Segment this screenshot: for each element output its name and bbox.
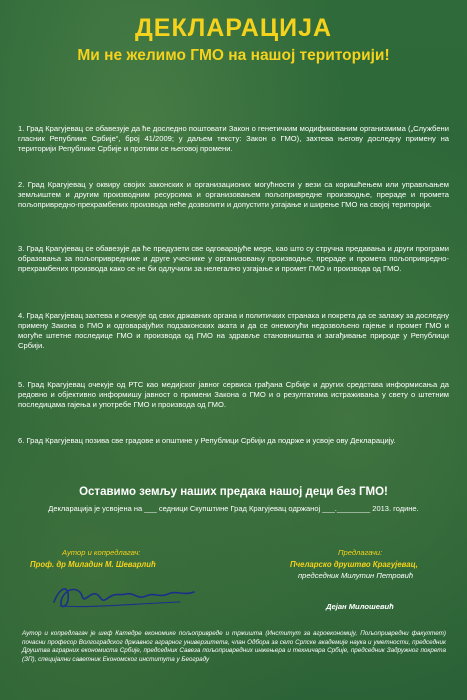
paragraph-6: 6. Град Крагујевац позива све градове и општине у Републици Србији да подрже и усвоје ову Декларацију. (18, 436, 396, 445)
paragraph-2: 2. Град Крагујевац у оквиру својих законских и организационих могућности у вези са коришћењем или управљањем земљиштем и другим производним ресурсима и организовањем пољопривредне производње, прераде и промета пољопривредно-прехрамбених производа неће дозволити и допустити узгајање и ширење ГМО на својој територији. (18, 180, 449, 209)
proposers-label: Предлагачи: (338, 548, 383, 557)
paragraph-5: 5. Град Крагујевац очекује од РТС као медијског јавног сервиса грађана Србије и других средстава информисања да редовно и објективно информишу јавност о примени Закона о ГМО и о резултатима истраживања у свету о штетним последицама гајења и употребе ГМО и производа од ГМО. (18, 380, 449, 409)
author-bio: Аутор и копредлагач је шеф Катедре економике пољопривреде и тржишта (Институт за агроекономију, Пољопривредни факултет) почасни професор Волгоградског државног аграрног универзитета, члан Одбора за село Српске академије наука и уметности, председник Друштва аграрних економиста Србије, председник Савеза пољопривредних инжењера и техничара Србије, председник Задружног покрета (ЗП), специјални саветник Економског института у Београду (22, 630, 446, 663)
author-label: Аутор и копредлагач: (62, 548, 141, 557)
paragraph-4: 4. Град Крагујевац захтева и очекује од свих државних органа и политичких странака и покрета да се залажу за доследну примену Закона о ГМО и одговарајућих подзаконских аката и да се онемогући недозвољено гајење и промет ГМО и могуће штетне последице ГМО и производа од ГМО на здравље становништва и загађивање природе у Републици Србији. (18, 311, 449, 350)
adoption-note: Декларација је усвојена на ___ седници Скупштине Град Крагујевац одржаној ___.________ 2013. године. (48, 504, 419, 513)
page-subtitle: Ми не желимо ГМО на нашој територији! (77, 47, 390, 64)
handwritten-signature (50, 578, 200, 614)
paragraph-3: 3. Град Крагујевац се обавезује да ће предузети све одговарајуће мере, као што су стручна предавања и други програми образовања за пољопривреднике и друге учеснике у организовању производње, прераде и промета пољопривредно-прехрамбених производа како се не би одлучили за нелегално узгајање и промет ГМО и производа од ГМО. (18, 244, 449, 273)
page-title: ДЕКЛАРАЦИЈА (134, 14, 333, 42)
proposer-second: Дејан Милошевић (326, 602, 394, 611)
proposer-organization: Пчеларско друштво Крагујевац, (290, 560, 418, 569)
slogan: Оставимо земљу наших предака нашој деци без ГМО! (79, 486, 388, 498)
proposer-president: председник Милутин Петровић (298, 571, 414, 580)
author-name: Проф. др Миладин М. Шеварлић (30, 560, 156, 569)
paragraph-1: 1. Град Крагујевац се обавезује да ће доследно поштовати Закон о генетичким модификованим организмима („Службени гласник Републике Србије“, број 41/2009; у даљем тексту: Закон о ГМО), захтева његову доследну примену на територији Републике Србије и противи се његовој промени. (18, 124, 449, 153)
